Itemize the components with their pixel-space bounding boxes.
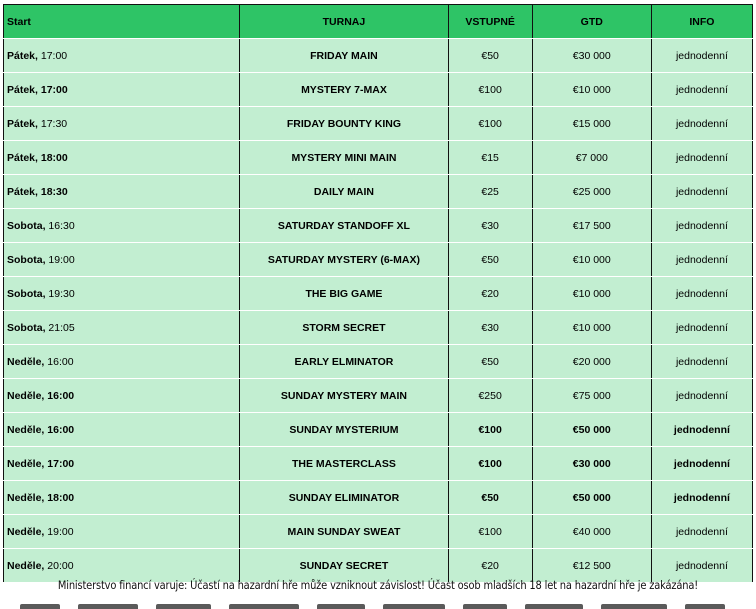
cell-day: Pátek, (7, 185, 38, 198)
cell-gtd: €10 000 (532, 311, 651, 345)
cell-day: Pátek, (7, 151, 38, 164)
cell-entry: €50 (448, 481, 532, 515)
cell-gtd: €7 000 (532, 141, 651, 175)
table-row (4, 311, 753, 345)
cell-start (4, 413, 240, 447)
cell-info: jednodenní (651, 413, 752, 447)
cell-day: Pátek, (7, 49, 38, 62)
cell-info: jednodenní (651, 243, 752, 277)
header-start: Start (4, 5, 240, 39)
cell-info: jednodenní (651, 175, 752, 209)
cell-entry: €100 (448, 107, 532, 141)
cell-gtd: €20 000 (532, 345, 651, 379)
cell-entry: €15 (448, 141, 532, 175)
cell-name: SUNDAY MYSTERIUM (240, 413, 448, 447)
cell-info: jednodenní (651, 379, 752, 413)
cell-start (4, 209, 240, 243)
table-row (4, 277, 753, 311)
cell-name: SATURDAY STANDOFF XL (240, 209, 448, 243)
table-row (4, 413, 753, 447)
cell-gtd: €40 000 (532, 515, 651, 549)
cell-time: 19:30 (45, 287, 75, 300)
cell-time: 18:30 (37, 185, 68, 198)
cell-gtd: €25 000 (532, 175, 651, 209)
cell-day: Neděle, (7, 355, 45, 368)
cell-start (4, 73, 240, 107)
cell-name: SUNDAY ELIMINATOR (240, 481, 448, 515)
cell-entry: €30 (448, 209, 532, 243)
cell-start (4, 447, 240, 481)
cell-entry: €50 (448, 345, 532, 379)
header-row (4, 5, 753, 39)
cell-time: 18:00 (37, 151, 68, 164)
table-row (4, 243, 753, 277)
cell-gtd: €10 000 (532, 73, 651, 107)
table-row (4, 345, 753, 379)
header-entry-fee: VSTUPNÉ (448, 5, 532, 39)
cell-gtd: €30 000 (532, 39, 651, 73)
cell-time: 16:00 (44, 389, 75, 402)
cell-day: Sobota, (7, 321, 46, 334)
cell-gtd: €17 500 (532, 209, 651, 243)
header-info: INFO (651, 5, 752, 39)
cell-day: Sobota, (7, 253, 46, 266)
cell-time: 20:00 (44, 559, 74, 572)
cell-entry: €100 (448, 413, 532, 447)
cell-start (4, 311, 240, 345)
cell-name: MAIN SUNDAY SWEAT (240, 515, 448, 549)
cell-entry: €50 (448, 243, 532, 277)
cell-gtd: €10 000 (532, 243, 651, 277)
cell-day: Neděle, (7, 525, 45, 538)
cell-name: MYSTERY MINI MAIN (240, 141, 448, 175)
cell-gtd: €30 000 (532, 447, 651, 481)
table-row (4, 141, 753, 175)
cell-name: SATURDAY MYSTERY (6-MAX) (240, 243, 448, 277)
cell-info: jednodenní (651, 481, 752, 515)
cell-name: FRIDAY MAIN (240, 39, 448, 73)
cell-entry: €20 (448, 549, 532, 583)
cell-gtd: €50 000 (532, 481, 651, 515)
cell-day: Sobota, (7, 219, 46, 232)
cell-info: jednodenní (651, 141, 752, 175)
cell-name: DAILY MAIN (240, 175, 448, 209)
cell-info: jednodenní (651, 345, 752, 379)
cell-name: THE BIG GAME (240, 277, 448, 311)
cell-time: 18:00 (44, 491, 75, 504)
cell-start (4, 39, 240, 73)
cell-name: FRIDAY BOUNTY KING (240, 107, 448, 141)
cell-info: jednodenní (651, 73, 752, 107)
cell-start (4, 107, 240, 141)
cell-start (4, 277, 240, 311)
cell-info: jednodenní (651, 107, 752, 141)
cell-entry: €250 (448, 379, 532, 413)
table-row (4, 209, 753, 243)
cell-start (4, 481, 240, 515)
table-row (4, 73, 753, 107)
cell-time: 16:30 (45, 219, 75, 232)
cell-gtd: €75 000 (532, 379, 651, 413)
cell-entry: €25 (448, 175, 532, 209)
cell-time: 17:00 (37, 49, 68, 62)
cell-info: jednodenní (651, 447, 752, 481)
cell-entry: €20 (448, 277, 532, 311)
cell-time: 17:00 (37, 83, 68, 96)
cell-entry: €30 (448, 311, 532, 345)
table-row (4, 447, 753, 481)
cell-info: jednodenní (651, 549, 752, 583)
cell-gtd: €50 000 (532, 413, 651, 447)
cell-name: SUNDAY SECRET (240, 549, 448, 583)
cell-start (4, 141, 240, 175)
cell-time: 19:00 (44, 525, 74, 538)
cell-time: 19:00 (45, 253, 75, 266)
cell-start (4, 243, 240, 277)
cut-off-text-strip (0, 600, 756, 609)
cell-entry: €100 (448, 447, 532, 481)
cell-entry: €50 (448, 39, 532, 73)
cell-info: jednodenní (651, 39, 752, 73)
cell-time: 16:00 (44, 355, 74, 368)
cell-day: Neděle, (7, 491, 45, 504)
table-row (4, 379, 753, 413)
cell-time: 21:05 (45, 321, 75, 334)
cell-day: Neděle, (7, 389, 45, 402)
cell-name: SUNDAY MYSTERY MAIN (240, 379, 448, 413)
cell-time: 16:00 (44, 423, 75, 436)
cell-day: Pátek, (7, 117, 38, 130)
table-body (4, 39, 753, 583)
cell-name: EARLY ELMINATOR (240, 345, 448, 379)
cell-name: STORM SECRET (240, 311, 448, 345)
cell-day: Neděle, (7, 457, 45, 470)
cell-start (4, 515, 240, 549)
tournament-table-container (3, 4, 753, 583)
table-row (4, 175, 753, 209)
table-header (4, 5, 753, 39)
cell-time: 17:00 (44, 457, 75, 470)
header-gtd: GTD (532, 5, 651, 39)
cell-gtd: €10 000 (532, 277, 651, 311)
cell-day: Neděle, (7, 559, 45, 572)
tournament-schedule-table (3, 4, 753, 583)
cell-start (4, 175, 240, 209)
header-tournament: TURNAJ (240, 5, 448, 39)
table-row (4, 107, 753, 141)
cell-info: jednodenní (651, 277, 752, 311)
cell-name: MYSTERY 7-MAX (240, 73, 448, 107)
cell-day: Neděle, (7, 423, 45, 436)
cell-gtd: €12 500 (532, 549, 651, 583)
cell-entry: €100 (448, 73, 532, 107)
gambling-warning: Ministerstvo financí varuje: Účastí na hazardní hře může vzniknout závislost! Účast osob mladších 18 let na hazardní hře je zakázána! (57, 578, 699, 592)
table-row (4, 39, 753, 73)
cell-info: jednodenní (651, 311, 752, 345)
cell-entry: €100 (448, 515, 532, 549)
cell-start (4, 379, 240, 413)
cell-start (4, 345, 240, 379)
cell-day: Sobota, (7, 287, 46, 300)
table-row (4, 481, 753, 515)
table-row (4, 515, 753, 549)
cell-time: 17:30 (37, 117, 68, 130)
cell-name: THE MASTERCLASS (240, 447, 448, 481)
cell-info: jednodenní (651, 515, 752, 549)
cell-day: Pátek, (7, 83, 38, 96)
cell-info: jednodenní (651, 209, 752, 243)
cell-gtd: €15 000 (532, 107, 651, 141)
